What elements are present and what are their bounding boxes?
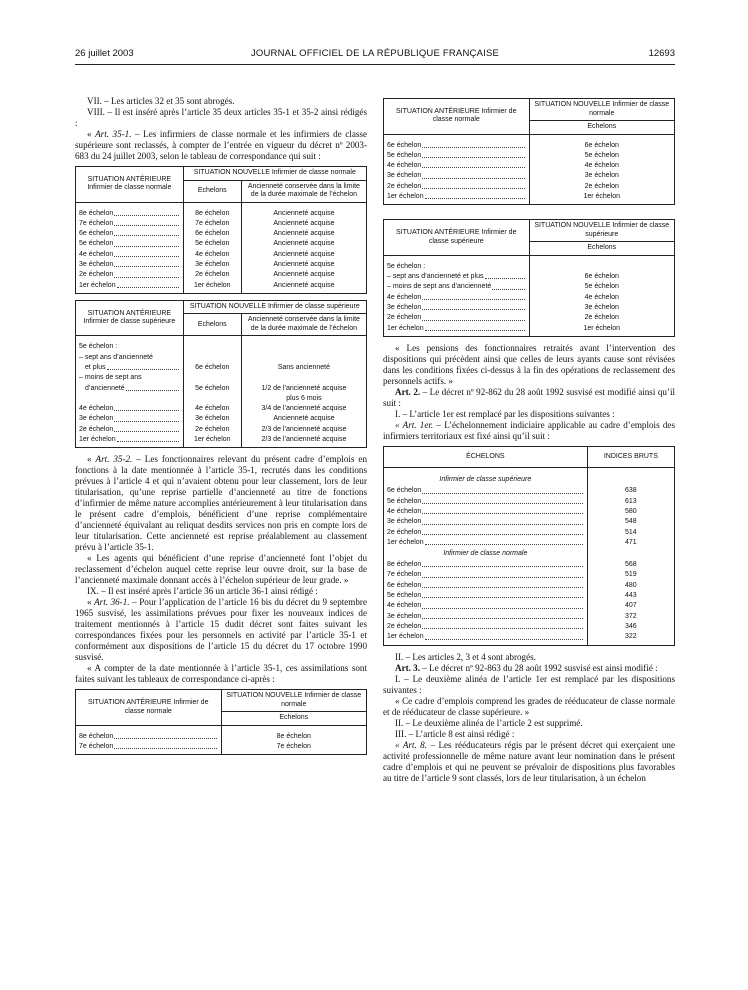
paragraph: « Ce cadre d’emplois comprend les grades de rééducateur de classe normale et de rééducateur de classe supérieure. » bbox=[383, 695, 675, 717]
header-rule bbox=[75, 64, 675, 65]
assimilation-table-normal-end: SITUATION ANTÉRIEURE Infirmier de classe normale SITUATION NOUVELLE Infirmier de classe normale Echelons 6e échelon 5e échelon 4e échelon 3e échelon 2e échelon 1er échelon 6e échelon 5e échelon 4e échelon 3e échelon 2e échelon 1er échelon bbox=[383, 98, 675, 205]
table-row: 2e échelon bbox=[387, 313, 526, 323]
table-row: 1er échelon bbox=[387, 632, 584, 642]
col-header-echelons: ÉCHELONS bbox=[384, 446, 588, 468]
table-row: 8e échelon bbox=[387, 560, 584, 570]
table-row: 4e échelon bbox=[387, 293, 526, 303]
col-header-old: SITUATION ANTÉRIEURE Infirmier de classe normale bbox=[76, 167, 184, 203]
col-anciennete: Ancienneté acquise Ancienneté acquise Ancienneté acquise Ancienneté acquise Ancienneté acquise Ancienneté acquise Ancienneté acquise Ancienneté acquise bbox=[241, 202, 366, 293]
table-row: 1er échelon bbox=[387, 538, 584, 548]
table-row: 8e échelon bbox=[79, 732, 218, 742]
assimilation-table-superieure: SITUATION ANTÉRIEURE Infirmier de classe supérieure SITUATION NOUVELLE Infirmier de classe supérieure Echelons 5e échelon : – sept ans d’ancienneté et plus – moins de sept ans d’ancienneté 4e échelon 3e échelon 2e échelon 1er échelon 6e échelon 5e échelon 4e échelon 3e échelon 2e échelon 1er échelon bbox=[383, 219, 675, 337]
table-row: 3e échelon bbox=[387, 171, 526, 181]
paragraph: Art. 3. – Le décret nº 92-863 du 28 août 1992 susvisé est ainsi modifié : bbox=[395, 662, 658, 673]
paragraph: « Art. 35-1. – Les infirmiers de classe normale et les infirmiers de classe supérieure sont reclassés, à compter de l’entrée en vigueur du décret nº 2003-683 du 24 juillet 2003, selon le tableau de correspondance qui suit : bbox=[75, 129, 367, 161]
table-row: 6e échelon bbox=[387, 581, 584, 591]
table-row: 5e échelon bbox=[79, 239, 180, 249]
table-row: 4e échelon bbox=[79, 404, 180, 414]
paragraph: II. – Les articles 2, 3 et 4 sont abrogés. bbox=[395, 651, 536, 662]
paragraph: « Art. 1er. – L’échelonnement indiciaire applicable au cadre d’emplois des infirmiers territoriaux est fixé ainsi qu’il suit : bbox=[383, 419, 675, 441]
paragraph: I. – Le deuxième alinéa de l’article 1er est remplacé par les dispositions suivantes : bbox=[383, 673, 675, 695]
paragraph: « Les agents qui bénéficient d’une reprise d’ancienneté font l’objet du reclassement d’échelon auquel cette reprise leur ouvre droit, sur la base de l’ancienneté maximale donnant accès à l’échelon supérieur de leur grade. » bbox=[75, 553, 367, 586]
subheading: Infirmier de classe supérieure bbox=[439, 476, 532, 484]
table-row: 4e échelon bbox=[79, 250, 180, 260]
table-row: 1er échelon bbox=[387, 324, 526, 334]
col-header-anciennete: Ancienneté conservée dans la limite de la durée maximale de l’échelon bbox=[241, 180, 366, 202]
paragraph: VIII. – Il est inséré après l’article 35 deux articles 35-1 et 35-2 ainsi rédigés : bbox=[75, 107, 367, 128]
left-column bbox=[75, 96, 367, 761]
paragraph: « Les pensions des fonctionnaires retraités avant l’intervention des dispositions qui précèdent ainsi que celles de leurs ayants cause sont révisées dans les conditions fixées ci-dessus à la fin des opérations de reclassement des personnels actifs. » bbox=[383, 342, 675, 386]
col-anciennete: Sans ancienneté 1/2 de l’ancienneté acquise plus 6 mois 3/4 de l’ancienneté acquise Ancienneté acquise 2/3 de l’ancienneté acquise 2/3 de l’ancienneté acquise bbox=[241, 336, 366, 448]
correspondence-table-normal bbox=[75, 166, 367, 294]
col-header-new: SITUATION NOUVELLE Infirmier de classe normale bbox=[183, 167, 366, 181]
col-header-echelons: Echelons bbox=[183, 314, 241, 336]
table-row: 2e échelon bbox=[387, 528, 584, 538]
col-header-echelons: Echelons bbox=[183, 180, 241, 202]
paragraph: VII. – Les articles 32 et 35 sont abrogés. bbox=[87, 96, 235, 106]
col-header-indices: INDICES BRUTS bbox=[587, 446, 674, 468]
header-page-number: 12693 bbox=[648, 48, 675, 59]
col-new-echelon: 6e échelon 5e échelon 4e échelon 3e échelon 2e échelon 1er échelon bbox=[183, 336, 241, 448]
header-journal-title: JOURNAL OFFICIEL DE LA RÉPUBLIQUE FRANÇAISE bbox=[250, 48, 500, 59]
correspondence-table-superieure bbox=[75, 300, 367, 448]
subheading: Infirmier de classe normale bbox=[443, 550, 528, 558]
col-header-old: SITUATION ANTÉRIEURE Infirmier de classe normale bbox=[76, 690, 222, 726]
right-column bbox=[383, 98, 675, 784]
table-row: 7e échelon bbox=[79, 742, 218, 752]
indices-table: ÉCHELONS INDICES BRUTS Infirmier de classe supérieure 6e échelon 5e échelon 4e échelon 3e échelon 2e échelon 1er échelon Infirmier de classe normale 8e échelon 7e échelon 6e échelon 5e échelon 4e échelon 3e échelon 2e échelon 1er échelon 638 613 580 548 514 471 568 519 480 443 407 372 346 322 bbox=[383, 446, 675, 646]
table-row: 5e échelon bbox=[387, 591, 584, 601]
paragraph: IX. – Il est inséré après l’article 36 un article 36-1 ainsi rédigé : bbox=[87, 586, 318, 597]
table-row: 2e échelon bbox=[79, 425, 180, 435]
page-header bbox=[75, 48, 675, 62]
paragraph: Art. 2. – Le décret nº 92-862 du 28 août 1992 susvisé est modifié ainsi qu’il suit : bbox=[383, 386, 675, 408]
table-row: 3e échelon bbox=[387, 303, 526, 313]
header-date: 26 juillet 2003 bbox=[75, 48, 134, 59]
col-header-echelons: Echelons bbox=[529, 242, 675, 256]
table-row: 4e échelon bbox=[387, 507, 584, 517]
col-header-old: SITUATION ANTÉRIEURE Infirmier de classe normale bbox=[384, 99, 530, 135]
col-header-echelons: Echelons bbox=[221, 712, 367, 726]
table-row: 6e échelon bbox=[387, 141, 526, 151]
table-row: 5e échelon bbox=[387, 151, 526, 161]
table-row: 4e échelon bbox=[387, 161, 526, 171]
table-row: 6e échelon bbox=[387, 486, 584, 496]
col-new-echelon: 8e échelon 7e échelon 6e échelon 5e échelon 4e échelon 3e échelon 2e échelon 1er échelon bbox=[183, 202, 241, 293]
table-row: 2e échelon bbox=[387, 182, 526, 192]
table-row: 1er échelon bbox=[79, 435, 180, 445]
assimilation-table-normal-start: SITUATION ANTÉRIEURE Infirmier de classe normale SITUATION NOUVELLE Infirmier de classe normale Echelons 8e échelon 7e échelon 8e échelon 7e échelon bbox=[75, 689, 367, 755]
table-row: 4e échelon bbox=[387, 601, 584, 611]
paragraph: III. – L’article 8 est ainsi rédigé : bbox=[395, 728, 515, 739]
paragraph: II. – Le deuxième alinéa de l’article 2 est supprimé. bbox=[395, 717, 583, 728]
article-ref: Art. 35-1. bbox=[95, 129, 132, 139]
table-row: 1er échelon bbox=[387, 192, 526, 202]
table-row: 3e échelon bbox=[79, 260, 180, 270]
paragraph: « Art. 8. – Les rééducateurs régis par le présent décret qui exerçaient une activité professionnelle de même nature avant leur nomination dans le présent cadre d’emplois et qui ne peuvent se prévaloir de dispositions plus favorables au titre de l’article 9 sont classés, lors de leur titularisation, à un échelon bbox=[383, 739, 675, 783]
table-row: 3e échelon bbox=[387, 517, 584, 527]
col-header-new: SITUATION NOUVELLE Infirmier de classe normale bbox=[529, 99, 675, 121]
col-header-new: SITUATION NOUVELLE Infirmier de classe supérieure bbox=[529, 220, 675, 242]
table-row: 8e échelon bbox=[79, 209, 180, 219]
paragraph: « A compter de la date mentionnée à l’article 35-1, ces assimilations sont faites suivant les tableaux de correspondance ci-après : bbox=[75, 663, 367, 685]
col-header-old: SITUATION ANTÉRIEURE Infirmier de classe supérieure bbox=[384, 220, 530, 256]
col-header-echelons: Echelons bbox=[529, 121, 675, 135]
col-header-new: SITUATION NOUVELLE Infirmier de classe supérieure bbox=[183, 300, 366, 314]
table-row: 3e échelon bbox=[79, 414, 180, 424]
table-row: 2e échelon bbox=[79, 270, 180, 280]
paragraph: « Art. 35-2. – Les fonctionnaires relevant du présent cadre d’emplois en fonctions à la date mentionnée à l’article 35-1, recrutés dans les conditions prévues à l’article 4 et qui n’avaient obtenu pour leur classement, lors de leur titularisation, qu’une reprise partielle d’ancienneté au titre de fonctions d’infirmier de même nature accomplies antérieurement à leur titularisation dans le présent cadre d’emplois, bénéficient d’une reprise complémentaire d’ancienneté équivalant au reliquat desdits services non pris en compte lors de leur titularisation. Cette ancienneté est reprise préalablement au classement prévu à l’article 35-1. bbox=[75, 454, 367, 553]
col-old bbox=[76, 202, 184, 293]
table-row: 3e échelon bbox=[387, 612, 584, 622]
col-header-old: SITUATION ANTÉRIEURE Infirmier de classe supérieure bbox=[76, 300, 184, 336]
col-header-new: SITUATION NOUVELLE Infirmier de classe normale bbox=[221, 690, 367, 712]
paragraph: « Art. 36-1. – Pour l’application de l’article 16 bis du décret du 9 septembre 1965 susvisé, les assimilations prévues pour fixer les nouveaux indices de traitement mentionnés à l’article 15 dudit décret sont faites suivant les correspondances fixées pour les personnels en activité par l’article 35-1 et conformément aux dispositions de l’article 15 du décret du 17 octobre 1990 susvisé. bbox=[75, 597, 367, 663]
table-row: 2e échelon bbox=[387, 622, 584, 632]
table-row: 7e échelon bbox=[79, 219, 180, 229]
col-old: 5e échelon : – sept ans d’ancienneté et plus – moins de sept ans d’ancienneté 4e échelon 3e échelon 2e échelon 1er échelon bbox=[76, 336, 184, 448]
table-row: 7e échelon bbox=[387, 570, 584, 580]
table-row: 6e échelon bbox=[79, 229, 180, 239]
table-row: 5e échelon bbox=[387, 497, 584, 507]
paragraph: I. – L’article 1er est remplacé par les dispositions suivantes : bbox=[395, 408, 615, 419]
col-header-anciennete: Ancienneté conservée dans la limite de la durée maximale de l’échelon bbox=[241, 314, 366, 336]
table-row: 1er échelon bbox=[79, 281, 180, 291]
